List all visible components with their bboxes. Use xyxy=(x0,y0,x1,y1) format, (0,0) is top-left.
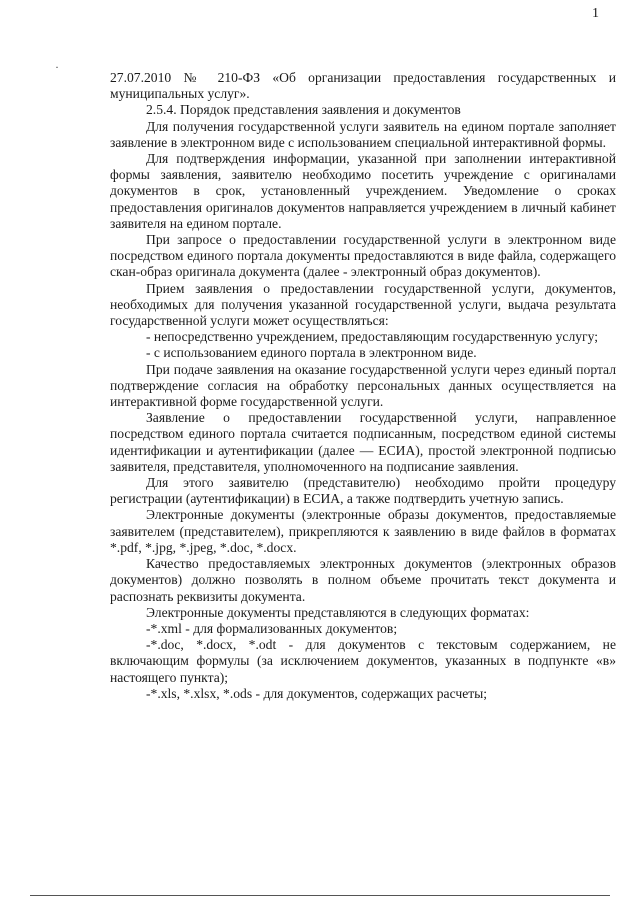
paragraph: Качество предоставляемых электронных документов (электронных образов документов) должно позволять в полном объеме прочитать текст документа и распознать реквизиты документа. xyxy=(110,556,616,604)
list-item: - непосредственно учреждением, предоставляющим государственную услугу; xyxy=(146,329,598,345)
list-item: -*.xls, *.xlsx, *.ods - для документов, содержащих расчеты; xyxy=(146,685,488,701)
document-body xyxy=(110,70,616,702)
paragraph: Для подтверждения информации, указанной при заполнении интерактивной формы заявления, заявителю необходимо посетить учреждение с оригиналами документов в срок, установленный учреждением. Уведомление о сроках предоставления оригиналов документов направляется учреждением в личный кабинет заявителя на едином портале. xyxy=(110,151,616,231)
paragraph: При подаче заявления на оказание государственной услуги через единый портал подтверждение согласия на обработку персональных данных осуществляется на интерактивной форме государственной услуги. xyxy=(110,361,616,410)
paragraph: Для этого заявителю (представителю) необходимо пройти процедуру регистрации (аутентификации) в ЕСИА, а также подтвердить учетную запись. xyxy=(110,475,616,507)
paragraph: Для получения государственной услуги заявитель на едином портале заполняет заявление в электронном виде с использованием специальной интерактивной формы. xyxy=(110,118,616,150)
list-item: -*.xml - для формализованных документов; xyxy=(146,620,398,636)
paragraph: Прием заявления о предоставлении государственной услуги, документов, необходимых для получения указанной государственной услуги, выдача результата государственной услуги может осуществляться: xyxy=(110,280,616,329)
page-number: 1 xyxy=(592,6,599,21)
paragraph: При запросе о предоставлении государственной услуги в электронном виде посредством единого портала документы предоставляются в виде файла, содержащего скан-образ оригинала документа (далее - электронный образ документов). xyxy=(110,232,616,280)
paragraph: Заявление о предоставлении государственной услуги, направленное посредством единого портала считается подписанным, посредством единой системы идентификации и аутентификации (далее — ЕСИА), простой электронной подписью заявителя, представителя, уполномоченного на подписание заявления. xyxy=(110,410,616,474)
bottom-divider xyxy=(30,895,610,896)
paragraph: Электронные документы (электронные образы документов, предоставляемые заявителем (представителем), прикрепляются к заявлению в виде файлов в форматах *.pdf, *.jpg, *.jpeg, *.doc, *.docx. xyxy=(110,507,616,555)
list-item: -*.doc, *.docx, *.odt - для документов с текстовым содержанием, не включающим формулы (за исключением документов, указанных в подпункте «в» настоящего пункта); xyxy=(110,637,616,685)
list-item: - с использованием единого портала в электронном виде. xyxy=(146,345,477,361)
intro-line: 27.07.2010 № 210-ФЗ «Об организации предоставления государственных и муниципальных услуг». xyxy=(110,70,616,102)
scan-mark: · xyxy=(55,60,59,74)
section-heading: 2.5.4. Порядок представления заявления и документов xyxy=(146,102,461,118)
paragraph: Электронные документы представляются в следующих форматах: xyxy=(146,604,530,620)
